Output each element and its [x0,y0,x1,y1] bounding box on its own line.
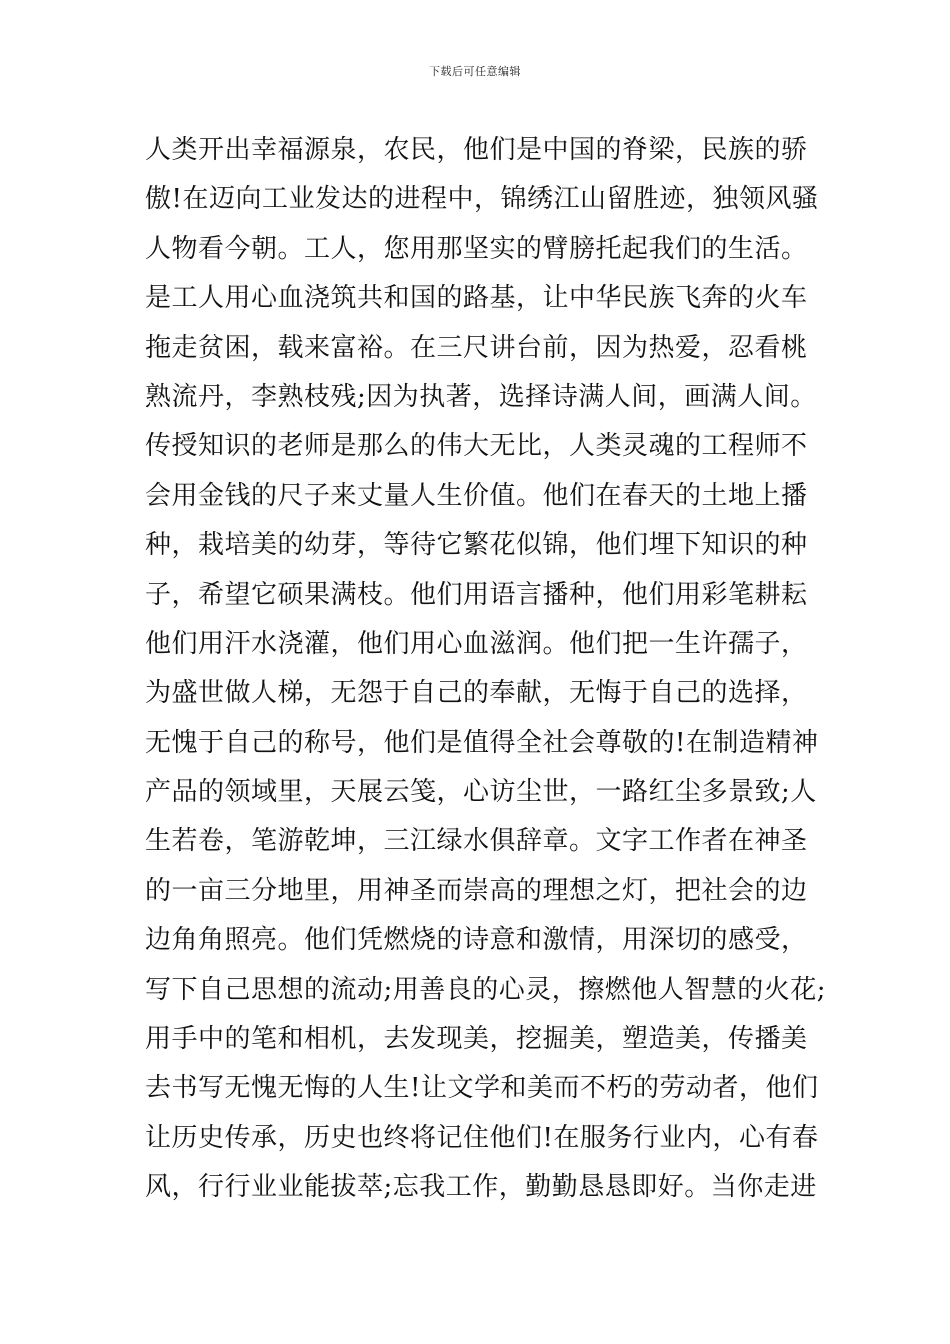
text-line: 为盛世做人梯，无怨于自己的奉献，无悔于自己的选择， [145,678,808,709]
text-line: 熟流丹，李熟枝残;因为执著，选择诗满人间，画满人间。 [145,381,817,412]
text-line: 他们用汗水浇灌，他们用心血滋润。他们把一生许孺子， [145,628,808,659]
text-line: 让历史传承，历史也终将记住他们!在服务行业内，心有春 [145,1122,819,1153]
text-line: 无愧于自己的称号，他们是值得全社会尊敬的!在制造精神 [145,727,819,758]
text-line: 拖走贫困，载来富裕。在三尺讲台前，因为热爱，忍看桃 [145,332,808,363]
text-line: 风，行行业业能拔萃;忘我工作，勤勤恳恳即好。当你走进 [145,1172,817,1203]
text-line: 种，栽培美的幼芽，等待它繁花似锦，他们埋下知识的种 [145,530,808,561]
text-line: 去书写无愧无悔的人生!让文学和美而不朽的劳动者，他们 [145,1073,819,1104]
text-line: 傲!在迈向工业发达的进程中，锦绣江山留胜迹，独领风骚 [145,184,819,215]
page-header: 下载后可任意编辑 [429,65,521,78]
text-line: 的一亩三分地里，用神圣而崇高的理想之灯，把社会的边 [145,875,808,906]
text-line: 用手中的笔和相机，去发现美，挖掘美，塑造美，传播美 [145,1024,808,1055]
text-line: 产品的领域里，天展云笺，心访尘世，一路红尘多景致;人 [145,777,817,808]
text-line: 写下自己思想的流动;用善良的心灵，擦燃他人智慧的火花; [145,974,827,1005]
text-line: 传授知识的老师是那么的伟大无比，人类灵魂的工程师不 [145,431,808,462]
text-line: 边角角照亮。他们凭燃烧的诗意和激情，用深切的感受， [145,925,808,956]
text-line: 子，希望它硕果满枝。他们用语言播种，他们用彩笔耕耘 [145,579,808,610]
text-line: 人类开出幸福源泉，农民，他们是中国的脊梁，民族的骄 [145,135,808,165]
text-line: 是工人用心血浇筑共和国的路基，让中华民族飞奔的火车 [145,283,808,314]
text-line: 生若卷，笔游乾坤，三江绿水俱辞章。文字工作者在神圣 [145,826,808,857]
body-text [145,126,835,1213]
text-line: 会用金钱的尺子来丈量人生价值。他们在春天的土地上播 [145,480,808,511]
text-line: 人物看今朝。工人，您用那坚实的臂膀托起我们的生活。 [145,233,808,264]
